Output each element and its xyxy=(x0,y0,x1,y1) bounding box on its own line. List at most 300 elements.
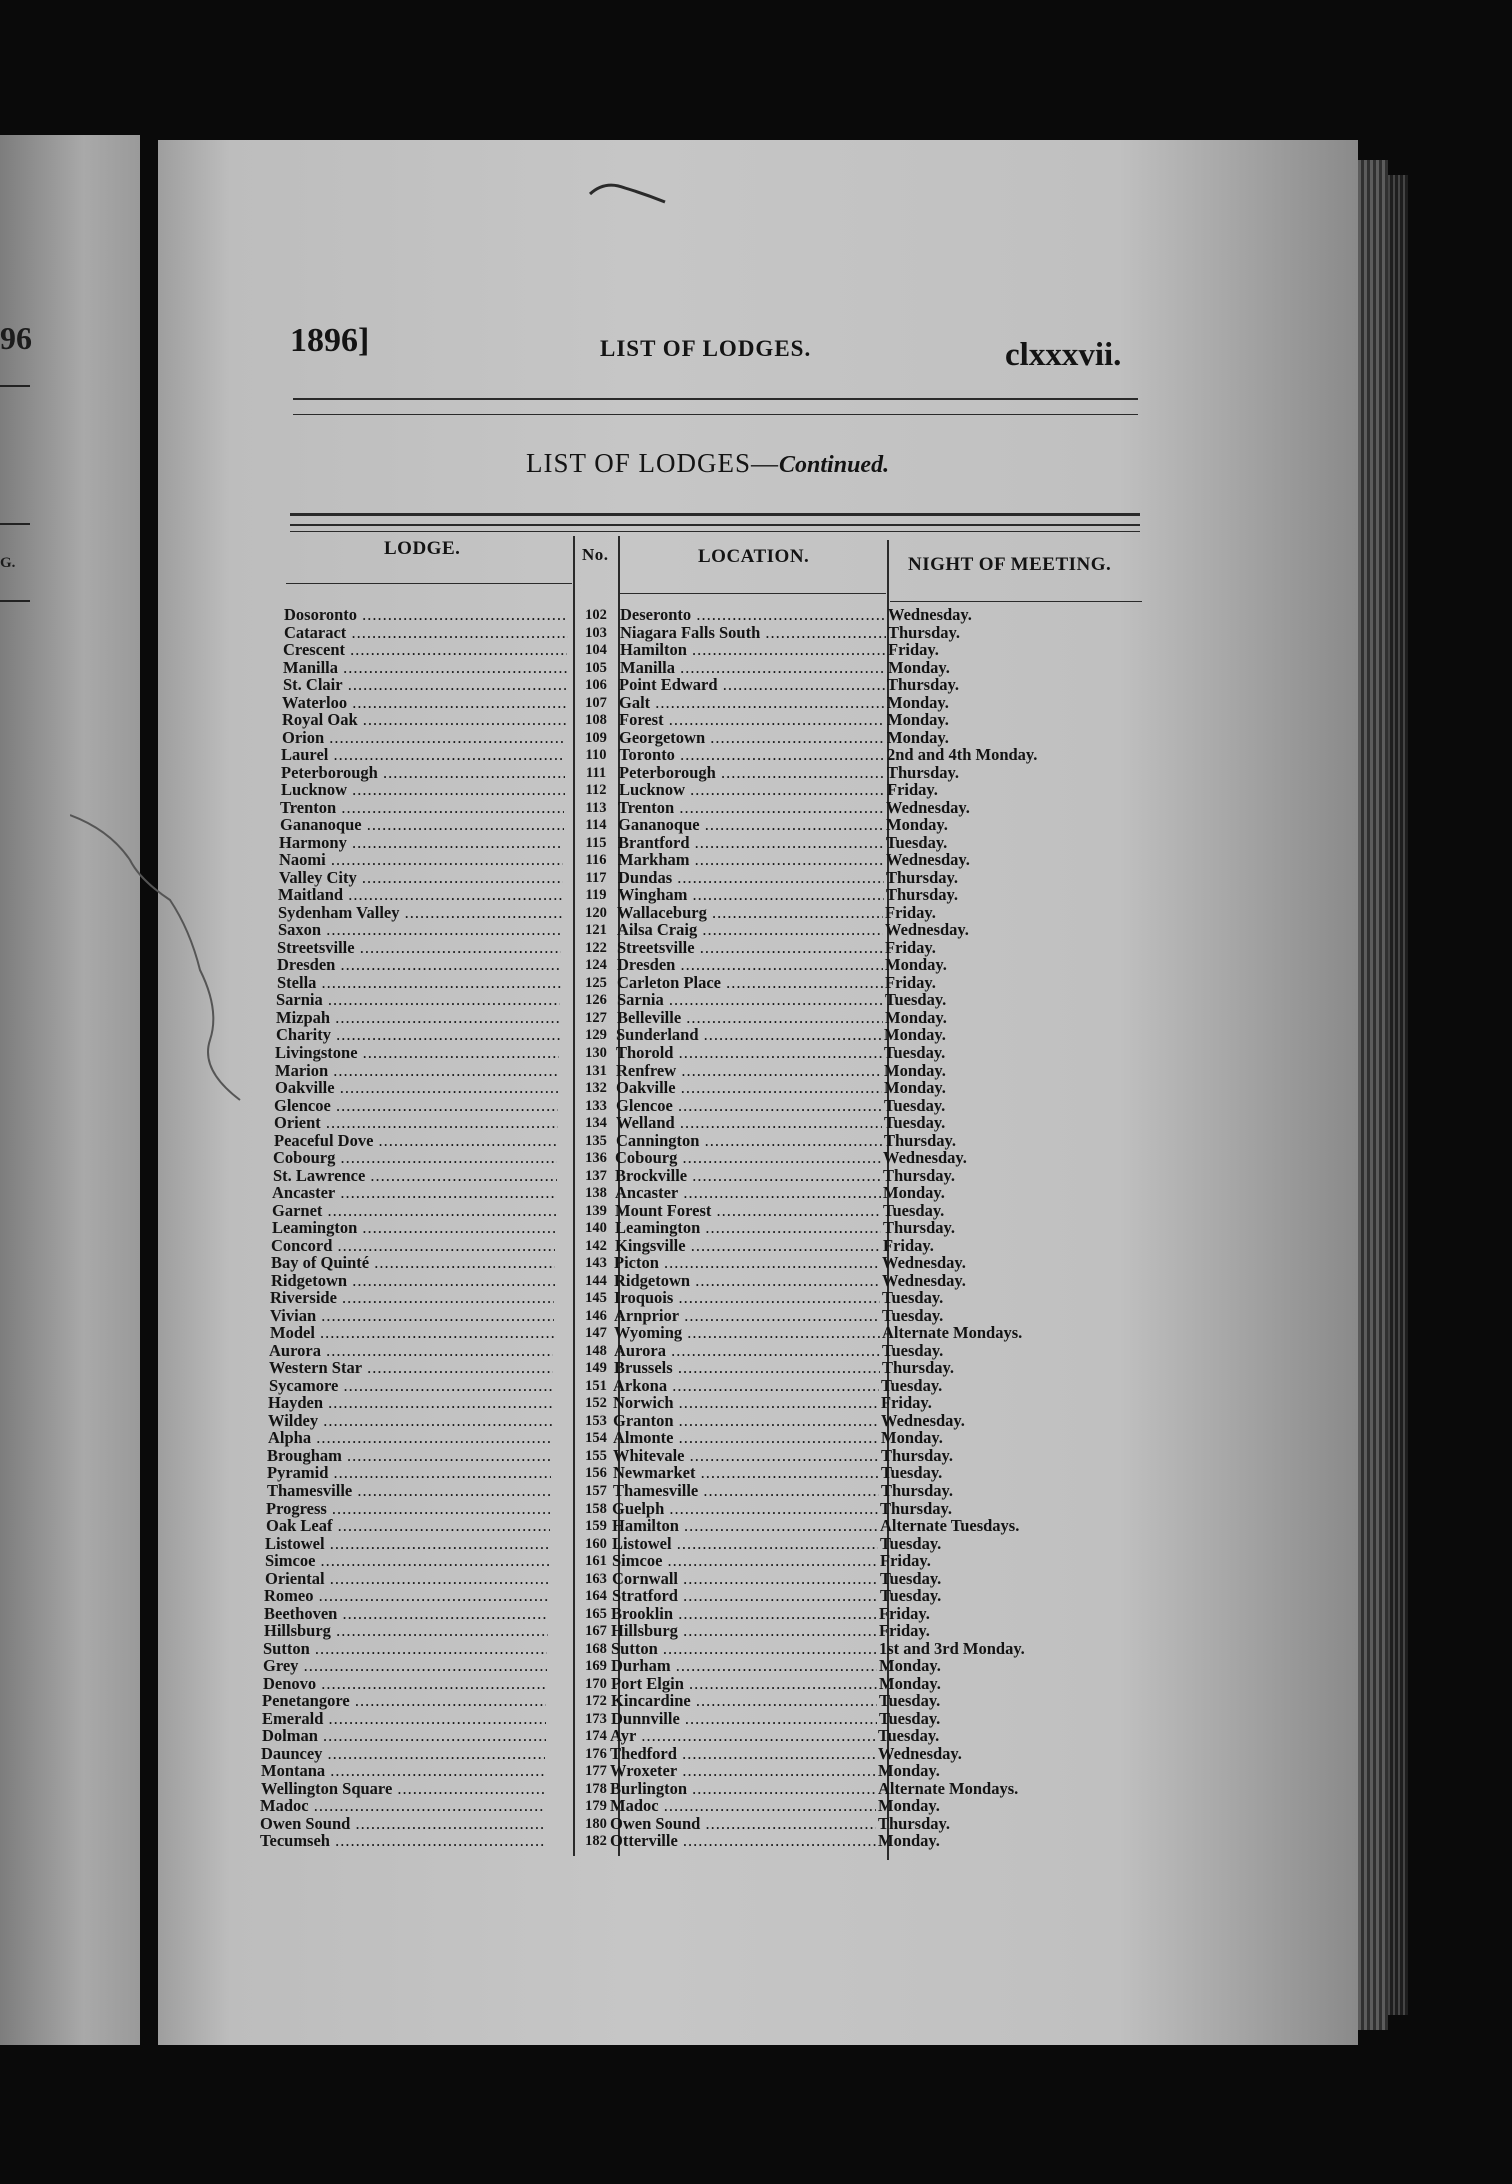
night-cell: Monday. xyxy=(884,1078,946,1098)
lodge-cell: Beethoven ..... xyxy=(264,1605,548,1623)
number-cell: 155 xyxy=(585,1447,607,1464)
location-cell: Wingham ..... xyxy=(618,886,884,904)
location-cell: Guelph ..... xyxy=(612,1500,878,1518)
number-cell: 156 xyxy=(585,1465,607,1482)
night-cell: 1st and 3rd Monday. xyxy=(879,1638,1025,1658)
number-cell: 111 xyxy=(585,764,607,781)
night-cell: Thursday. xyxy=(882,1358,954,1378)
night-cell: Tuesday. xyxy=(883,1200,945,1220)
lodge-cell: Royal Oak ..... xyxy=(282,711,566,729)
night-cell: Thursday. xyxy=(883,1165,955,1185)
location-cell: Madoc ..... xyxy=(610,1797,876,1815)
lodge-cell: Ancaster ..... xyxy=(272,1184,556,1202)
lodge-cell: Valley City ..... xyxy=(279,869,563,887)
location-cell: Leamington ..... xyxy=(615,1219,881,1237)
column-header-night: NIGHT OF MEETING. xyxy=(908,554,1112,575)
lodge-cell: Owen Sound ..... xyxy=(260,1815,544,1833)
location-cell: Peterborough ..... xyxy=(619,764,885,782)
number-cell: 165 xyxy=(585,1605,607,1622)
location-cell: Brantford ..... xyxy=(618,834,884,852)
lodge-cell: Gananoque ..... xyxy=(280,816,564,834)
number-cell: 135 xyxy=(585,1132,607,1149)
night-cell: Tuesday. xyxy=(879,1691,941,1711)
night-cell: Thursday. xyxy=(881,1445,953,1465)
number-cell: 120 xyxy=(585,904,607,921)
location-cell: Owen Sound ..... xyxy=(610,1815,876,1833)
night-cell: Monday. xyxy=(884,1025,946,1045)
night-cell: Monday. xyxy=(888,657,950,677)
lodge-cell: Naomi ..... xyxy=(279,851,563,869)
number-cell: 146 xyxy=(585,1307,607,1324)
number-cell: 139 xyxy=(585,1202,607,1219)
location-cell: Brooklin ..... xyxy=(611,1605,877,1623)
lodge-cell: Wellington Square ..... xyxy=(261,1780,545,1798)
lodge-cell: St. Lawrence ..... xyxy=(273,1167,557,1185)
night-cell: Tuesday. xyxy=(879,1708,941,1728)
night-cell: Thursday. xyxy=(878,1813,950,1833)
lodge-cell: Dosoronto ..... xyxy=(284,606,568,624)
lodge-cell: Glencoe ..... xyxy=(274,1097,558,1115)
table-top-rule-2 xyxy=(290,524,1140,526)
ink-mark xyxy=(585,172,675,212)
lodge-cell: Charity ..... xyxy=(276,1026,560,1044)
lodge-cell: Maitland ..... xyxy=(278,886,562,904)
night-cell: Friday. xyxy=(880,1551,931,1571)
location-cell: Hamilton ..... xyxy=(620,641,886,659)
left-page-folio-fragment: 96 xyxy=(0,320,32,356)
number-cell: 153 xyxy=(585,1412,607,1429)
table-top-rule xyxy=(290,513,1140,516)
lodge-cell: Romeo ..... xyxy=(264,1587,548,1605)
night-cell: Wednesday. xyxy=(878,1743,962,1763)
night-cell: Friday. xyxy=(881,1393,932,1413)
night-cell: Tuesday. xyxy=(880,1568,942,1588)
number-cell: 160 xyxy=(585,1535,607,1552)
lodge-cell: Brougham ..... xyxy=(267,1447,551,1465)
night-cell: Tuesday. xyxy=(884,1113,946,1133)
number-cell: 130 xyxy=(585,1045,607,1061)
running-title: LIST OF LODGES. xyxy=(600,336,812,361)
night-cell: Friday. xyxy=(885,972,936,992)
number-cell: 180 xyxy=(585,1815,607,1832)
night-cell: Monday. xyxy=(878,1796,940,1816)
night-cell: Monday. xyxy=(881,1428,943,1448)
number-cell: 169 xyxy=(585,1658,607,1675)
night-cell: Tuesday. xyxy=(880,1586,942,1606)
location-cell: Sutton ..... xyxy=(611,1640,877,1658)
number-cell: 164 xyxy=(585,1588,607,1605)
number-cell: 143 xyxy=(585,1255,607,1272)
location-cell: Thamesville ..... xyxy=(613,1482,879,1500)
lodge-cell: Livingstone ..... xyxy=(275,1044,559,1062)
location-cell: Cornwall ..... xyxy=(612,1570,878,1588)
night-cell: Monday. xyxy=(885,1007,947,1027)
lodge-cell: Alpha ..... xyxy=(268,1429,552,1447)
number-cell: 148 xyxy=(585,1342,607,1359)
night-cell: Thursday. xyxy=(887,675,959,695)
night-cell: Wednesday. xyxy=(882,1253,966,1273)
location-cell: Dresden ..... xyxy=(617,956,883,974)
location-cell: Otterville ..... xyxy=(610,1832,876,1850)
location-cell: Granton ..... xyxy=(613,1412,879,1430)
night-cell: Friday. xyxy=(883,1235,934,1255)
lodge-cell: Orient ..... xyxy=(274,1114,558,1132)
night-cell: Monday. xyxy=(878,1761,940,1781)
number-cell: 116 xyxy=(585,852,607,869)
location-cell: Gananoque ..... xyxy=(618,816,884,834)
lodge-cell: St. Clair ..... xyxy=(283,676,567,694)
night-cell: Tuesday. xyxy=(884,1095,946,1115)
number-cell: 114 xyxy=(585,817,607,834)
night-cell: Friday. xyxy=(887,780,938,800)
number-cell: 144 xyxy=(585,1272,607,1289)
night-cell: Monday. xyxy=(884,1060,946,1080)
lodge-cell: Ridgetown ..... xyxy=(271,1272,555,1290)
number-cell: 145 xyxy=(585,1290,607,1307)
lodge-cell: Tecumseh ..... xyxy=(260,1832,544,1850)
number-cell: 102 xyxy=(585,607,607,623)
location-cell: Picton ..... xyxy=(614,1254,880,1272)
location-cell: Ayr ..... xyxy=(610,1727,876,1745)
location-cell: Cannington ..... xyxy=(616,1132,882,1150)
number-cell: 113 xyxy=(585,799,607,816)
night-cell: Thursday. xyxy=(884,1130,956,1150)
night-cell: Thursday. xyxy=(880,1498,952,1518)
number-cell: 179 xyxy=(585,1798,607,1815)
lodge-cell: Hillsburg ..... xyxy=(264,1622,548,1640)
location-cell: Lucknow ..... xyxy=(619,781,885,799)
night-cell: Alternate Tuesdays. xyxy=(880,1516,1020,1536)
lodge-cell: Laurel ..... xyxy=(281,746,565,764)
location-cell: Wyoming ..... xyxy=(614,1324,880,1342)
location-cell: Brockville ..... xyxy=(615,1167,881,1185)
location-cell: Listowel ..... xyxy=(612,1535,878,1553)
location-cell: Arkona ..... xyxy=(613,1377,879,1395)
number-cell: 110 xyxy=(585,747,607,764)
lodge-cell: Stella ..... xyxy=(277,974,561,992)
night-cell: Monday. xyxy=(885,955,947,975)
night-cell: 2nd and 4th Monday. xyxy=(887,745,1038,765)
number-cell: 107 xyxy=(585,694,607,711)
lodge-cell: Garnet ..... xyxy=(272,1202,556,1220)
lodge-cell: Crescent ..... xyxy=(283,641,567,659)
lodge-cell: Montana ..... xyxy=(261,1762,545,1780)
location-cell: Carleton Place ..... xyxy=(617,974,883,992)
night-cell: Monday. xyxy=(879,1656,941,1676)
night-cell: Wednesday. xyxy=(885,920,969,940)
number-cell: 176 xyxy=(585,1745,607,1762)
lodge-cell: Sarnia ..... xyxy=(276,991,560,1009)
header-rule-thin xyxy=(293,414,1138,415)
subtitle-continued: Continued. xyxy=(779,452,890,478)
location-cell: Renfrew ..... xyxy=(616,1062,882,1080)
lodge-cell: Oak Leaf ..... xyxy=(266,1517,550,1535)
location-cell: Thorold ..... xyxy=(616,1044,882,1062)
number-cell: 106 xyxy=(585,677,607,694)
lodge-cell: Harmony ..... xyxy=(279,834,563,852)
table-top-rule-3 xyxy=(290,531,1140,532)
lodge-cell: Mizpah ..... xyxy=(276,1009,560,1027)
night-cell: Friday. xyxy=(885,902,936,922)
location-cell: Manilla ..... xyxy=(620,659,886,677)
night-cell: Wednesday. xyxy=(886,797,970,817)
lodge-cell: Dauncey ..... xyxy=(261,1745,545,1763)
lodge-cell: Sydenham Valley ..... xyxy=(278,904,562,922)
left-page-rule xyxy=(0,600,30,602)
location-cell: Markham ..... xyxy=(618,851,884,869)
number-cell: 112 xyxy=(585,782,607,799)
location-cell: Wroxeter ..... xyxy=(610,1762,876,1780)
location-cell: Durham ..... xyxy=(611,1657,877,1675)
lodge-cell: Cataract ..... xyxy=(284,624,568,642)
number-cell: 140 xyxy=(585,1220,607,1237)
location-cell: Burlington ..... xyxy=(610,1780,876,1798)
lodge-cell: Oakville ..... xyxy=(275,1079,559,1097)
lodge-header-rule xyxy=(286,583,572,584)
night-cell: Monday. xyxy=(887,727,949,747)
number-cell: 178 xyxy=(585,1780,607,1797)
lodge-cell: Vivian ..... xyxy=(270,1307,554,1325)
night-cell: Thursday. xyxy=(887,762,959,782)
night-cell: Monday. xyxy=(887,710,949,730)
location-cell: Almonte ..... xyxy=(613,1429,879,1447)
lodge-cell: Aurora ..... xyxy=(269,1342,553,1360)
number-cell: 119 xyxy=(585,887,607,904)
number-cell: 173 xyxy=(585,1710,607,1727)
night-cell: Wednesday. xyxy=(883,1148,967,1168)
number-cell: 167 xyxy=(585,1623,607,1640)
number-cell: 103 xyxy=(585,624,607,641)
night-cell: Tuesday. xyxy=(884,1043,946,1062)
location-cell: Brussels ..... xyxy=(614,1359,880,1377)
lodge-cell: Manilla ..... xyxy=(283,659,567,677)
number-cell: 159 xyxy=(585,1518,607,1535)
night-cell: Monday. xyxy=(878,1831,940,1851)
lodge-cell: Peaceful Dove ..... xyxy=(274,1132,558,1150)
location-cell: Deseronto ..... xyxy=(620,606,886,624)
number-cell: 168 xyxy=(585,1640,607,1657)
night-cell: Monday. xyxy=(879,1673,941,1693)
location-cell: Simcoe ..... xyxy=(612,1552,878,1570)
lodge-cell: Dolman ..... xyxy=(262,1727,546,1745)
night-cell: Thursday. xyxy=(886,867,958,887)
location-cell: Glencoe ..... xyxy=(616,1097,882,1115)
header-rule xyxy=(293,398,1138,400)
location-cell: Kingsville ..... xyxy=(615,1237,881,1255)
number-cell: 152 xyxy=(585,1395,607,1412)
year-header: 1896] xyxy=(290,322,370,359)
night-cell: Friday. xyxy=(879,1603,930,1623)
location-cell: Belleville ..... xyxy=(617,1009,883,1027)
location-cell: Mount Forest ..... xyxy=(615,1202,881,1220)
number-cell: 131 xyxy=(585,1062,607,1079)
left-page-rule xyxy=(0,523,30,525)
location-cell: Point Edward ..... xyxy=(619,676,885,694)
number-cell: 163 xyxy=(585,1570,607,1587)
number-cell: 136 xyxy=(585,1150,607,1167)
lodge-cell: Lucknow ..... xyxy=(281,781,565,799)
lodge-cell: Model ..... xyxy=(270,1324,554,1342)
location-cell: Niagara Falls South ..... xyxy=(620,624,886,642)
location-cell: Forest ..... xyxy=(619,711,885,729)
number-cell: 117 xyxy=(585,869,607,886)
location-cell: Cobourg ..... xyxy=(615,1149,881,1167)
lodge-cell: Simcoe ..... xyxy=(265,1552,549,1570)
number-cell: 125 xyxy=(585,974,607,991)
lodge-cell: Streetsville ..... xyxy=(277,939,561,957)
number-cell: 149 xyxy=(585,1360,607,1377)
location-cell: Sarnia ..... xyxy=(617,991,883,1009)
number-cell: 121 xyxy=(585,922,607,939)
location-cell: Oakville ..... xyxy=(616,1079,882,1097)
night-cell: Thursday. xyxy=(883,1218,955,1238)
number-cell: 138 xyxy=(585,1185,607,1202)
lodge-cell: Bay of Quinté ..... xyxy=(271,1254,555,1272)
location-cell: Arnprior ..... xyxy=(614,1307,880,1325)
section-subtitle xyxy=(526,448,889,479)
number-cell: 109 xyxy=(585,729,607,746)
location-cell: Dunnville ..... xyxy=(611,1710,877,1728)
number-cell: 177 xyxy=(585,1763,607,1780)
number-cell: 134 xyxy=(585,1115,607,1132)
number-cell: 161 xyxy=(585,1553,607,1570)
lodge-cell: Listowel ..... xyxy=(265,1535,549,1553)
night-cell: Tuesday. xyxy=(886,832,948,852)
number-cell: 170 xyxy=(585,1675,607,1692)
lodge-cell: Orion ..... xyxy=(282,729,566,747)
night-cell: Tuesday. xyxy=(882,1305,944,1325)
left-page-rule xyxy=(0,385,30,387)
lodge-cell: Peterborough ..... xyxy=(281,764,565,782)
column-header-number: No. xyxy=(582,545,609,564)
night-cell: Alternate Mondays. xyxy=(878,1778,1019,1798)
lodge-cell: Cobourg ..... xyxy=(273,1149,557,1167)
night-cell: Monday. xyxy=(887,692,949,712)
subtitle-main: LIST OF LODGES— xyxy=(526,448,780,478)
night-cell: Tuesday. xyxy=(882,1340,944,1360)
lodge-cell: Oriental ..... xyxy=(265,1570,549,1588)
lodge-cell: Sutton ..... xyxy=(263,1640,547,1658)
column-header-location: LOCATION. xyxy=(698,546,810,567)
lodge-cell: Grey ..... xyxy=(263,1657,547,1675)
night-cell: Wednesday. xyxy=(882,1270,966,1290)
night-cell: Thursday. xyxy=(881,1481,953,1500)
lodge-cell: Wildey ..... xyxy=(268,1412,552,1430)
location-cell: Hamilton ..... xyxy=(612,1517,878,1535)
lodge-cell: Trenton ..... xyxy=(280,799,564,817)
number-cell: 151 xyxy=(585,1377,607,1394)
location-cell: Galt ..... xyxy=(619,694,885,712)
page-folio: clxxxvii. xyxy=(1005,337,1122,373)
night-cell: Wednesday. xyxy=(881,1410,965,1430)
location-cell: Port Elgin ..... xyxy=(611,1675,877,1693)
number-cell: 172 xyxy=(585,1693,607,1710)
night-cell: Thursday. xyxy=(886,885,958,905)
lodge-cell: Denovo ..... xyxy=(263,1675,547,1693)
lodge-cell: Dresden ..... xyxy=(277,956,561,974)
night-cell: Tuesday. xyxy=(881,1463,943,1483)
night-cell: Tuesday. xyxy=(882,1288,944,1308)
location-cell: Trenton ..... xyxy=(618,799,884,817)
night-cell: Tuesday. xyxy=(881,1375,943,1395)
number-cell: 137 xyxy=(585,1167,607,1184)
number-cell: 182 xyxy=(585,1833,607,1850)
number-cell: 132 xyxy=(585,1080,607,1097)
number-cell: 142 xyxy=(585,1237,607,1254)
number-cell: 126 xyxy=(585,992,607,1009)
lodge-cell: Madoc ..... xyxy=(260,1797,544,1815)
number-cell: 154 xyxy=(585,1430,607,1447)
lodge-cell: Hayden ..... xyxy=(268,1394,552,1412)
location-cell: Ancaster ..... xyxy=(615,1184,881,1202)
number-cell: 157 xyxy=(585,1483,607,1499)
lodge-cell: Western Star ..... xyxy=(269,1359,553,1377)
page-edges xyxy=(1358,160,1388,2030)
location-cell: Wallaceburg ..... xyxy=(617,904,883,922)
column-divider xyxy=(573,536,575,1856)
location-cell: Newmarket ..... xyxy=(613,1464,879,1482)
lodge-cell: Penetangore ..... xyxy=(262,1692,546,1710)
number-cell: 147 xyxy=(585,1325,607,1342)
night-cell: Friday. xyxy=(885,937,936,957)
location-cell: Ridgetown ..... xyxy=(614,1272,880,1290)
number-cell: 122 xyxy=(585,939,607,956)
number-cell: 174 xyxy=(585,1728,607,1745)
location-cell: Welland ..... xyxy=(616,1114,882,1132)
location-cell: Norwich ..... xyxy=(613,1394,879,1412)
number-cell: 104 xyxy=(585,642,607,659)
night-cell: Thursday. xyxy=(888,622,960,642)
number-cell: 158 xyxy=(585,1500,607,1517)
night-header-rule xyxy=(890,601,1142,602)
pencil-annotation xyxy=(70,810,290,1110)
number-cell: 105 xyxy=(585,659,607,676)
lodge-cell: Pyramid ..... xyxy=(267,1464,551,1482)
lodge-cell: Waterloo ..... xyxy=(282,694,566,712)
location-cell: Kincardine ..... xyxy=(611,1692,877,1710)
location-cell: Thedford ..... xyxy=(610,1745,876,1763)
location-cell: Dundas ..... xyxy=(618,869,884,887)
number-cell: 108 xyxy=(585,712,607,729)
night-cell: Friday. xyxy=(879,1621,930,1641)
column-header-lodge: LODGE. xyxy=(384,538,461,559)
lodge-cell: Thamesville ..... xyxy=(267,1482,551,1500)
location-cell: Streetsville ..... xyxy=(617,939,883,957)
night-cell: Monday. xyxy=(883,1183,945,1203)
location-cell: Stratford ..... xyxy=(612,1587,878,1605)
lodge-cell: Concord ..... xyxy=(271,1237,555,1255)
location-cell: Whitevale ..... xyxy=(613,1447,879,1465)
number-cell: 133 xyxy=(585,1097,607,1114)
page-edges-outer xyxy=(1388,175,1408,2015)
number-cell: 127 xyxy=(585,1009,607,1026)
night-cell: Friday. xyxy=(888,640,939,660)
night-cell: Tuesday. xyxy=(878,1726,940,1746)
left-page-column-fragment: G. xyxy=(0,555,16,571)
lodge-cell: Marion ..... xyxy=(275,1062,559,1080)
night-cell: Monday. xyxy=(886,815,948,835)
number-cell: 124 xyxy=(585,957,607,974)
night-cell: Wednesday. xyxy=(886,850,970,870)
location-cell: Ailsa Craig ..... xyxy=(617,921,883,939)
night-cell: Tuesday. xyxy=(885,990,947,1010)
location-cell: Iroquois ..... xyxy=(614,1289,880,1307)
lodge-cell: Leamington ..... xyxy=(272,1219,556,1237)
location-header-rule xyxy=(620,593,886,594)
location-cell: Georgetown ..... xyxy=(619,729,885,747)
lodge-cell: Emerald ..... xyxy=(262,1710,546,1728)
number-cell: 115 xyxy=(585,834,607,851)
